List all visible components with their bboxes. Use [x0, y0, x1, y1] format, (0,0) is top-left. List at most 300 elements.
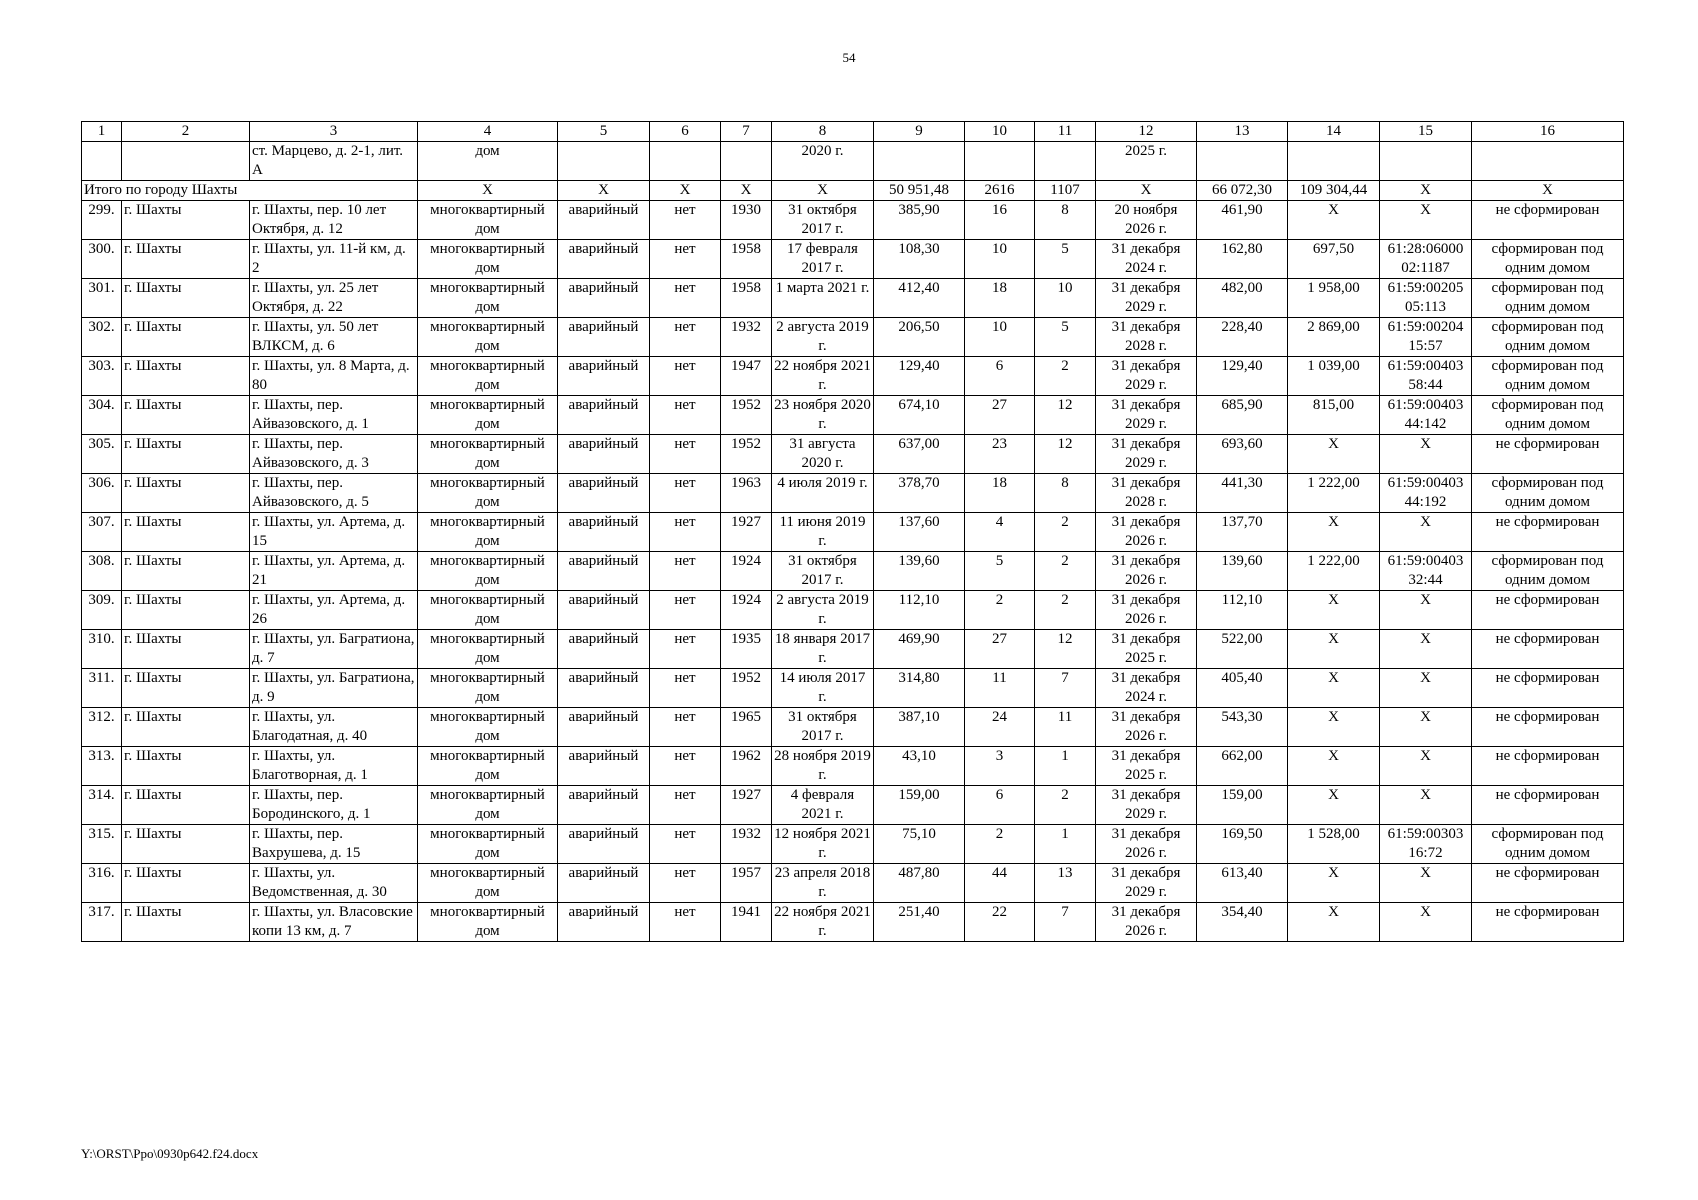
land-status-cell: сформирован под одним домом: [1472, 474, 1624, 513]
c14-cell: X: [1288, 591, 1380, 630]
table-row: [82, 747, 1624, 786]
cadastral-cell: 61:59:00403 44:192: [1380, 474, 1472, 513]
c13-cell: 139,60: [1197, 552, 1288, 591]
doc-date-cell: 1 марта 2021 г.: [772, 279, 874, 318]
c14-cell: X: [1288, 630, 1380, 669]
land-status-cell: сформирован под одним домом: [1472, 396, 1624, 435]
c14-cell: X: [1288, 903, 1380, 942]
residents-cell: 23: [965, 435, 1035, 474]
c13-cell: 662,00: [1197, 747, 1288, 786]
c13-cell: 354,40: [1197, 903, 1288, 942]
residents-cell: 2: [965, 591, 1035, 630]
c14-cell: X: [1288, 786, 1380, 825]
cell-empty: [1035, 142, 1096, 181]
address-cell: г. Шахты, ул. Власовские копи 13 км, д. 7: [250, 903, 418, 942]
year-cell: 1952: [721, 669, 772, 708]
residents-cell: 18: [965, 279, 1035, 318]
cell-empty: [1472, 142, 1624, 181]
year-cell: 1924: [721, 552, 772, 591]
doc-date-cell: 23 ноября 2020 г.: [772, 396, 874, 435]
plan-date-cell: 31 декабря 2026 г.: [1096, 825, 1197, 864]
city-cell: г. Шахты: [122, 513, 250, 552]
year-cell: 1958: [721, 279, 772, 318]
cell-empty: [650, 142, 721, 181]
doc-date-cell: 2 августа 2019 г.: [772, 318, 874, 357]
address-cell: г. Шахты, ул. 11-й км, д. 2: [250, 240, 418, 279]
header-cell: 12: [1096, 122, 1197, 142]
address-cell: г. Шахты, пер. 10 лет Октября, д. 12: [250, 201, 418, 240]
subtotal-cell: X: [772, 181, 874, 201]
residents-cell: 10: [965, 240, 1035, 279]
row-number-cell: 303.: [82, 357, 122, 396]
apartments-cell: 2: [1035, 786, 1096, 825]
address-cell: г. Шахты, ул. Артема, д. 26: [250, 591, 418, 630]
plan-date-cell: 31 декабря 2029 г.: [1096, 435, 1197, 474]
apartments-cell: 11: [1035, 708, 1096, 747]
c14-cell: X: [1288, 747, 1380, 786]
land-status-cell: сформирован под одним домом: [1472, 240, 1624, 279]
flag-cell: нет: [650, 591, 721, 630]
year-cell: 1952: [721, 396, 772, 435]
doc-date-cell: 23 апреля 2018 г.: [772, 864, 874, 903]
subtotal-cell: X: [418, 181, 558, 201]
city-cell: г. Шахты: [122, 708, 250, 747]
apartments-cell: 12: [1035, 435, 1096, 474]
area-cell: 129,40: [874, 357, 965, 396]
doc-date-cell: 31 октября 2017 г.: [772, 201, 874, 240]
type-cell: многоквартирный дом: [418, 708, 558, 747]
cell-empty: [721, 142, 772, 181]
city-cell: г. Шахты: [122, 279, 250, 318]
header-cell: 14: [1288, 122, 1380, 142]
status-cell: аварийный: [558, 864, 650, 903]
apartments-cell: 13: [1035, 864, 1096, 903]
area-cell: 314,80: [874, 669, 965, 708]
cadastral-cell: 61:28:06000 02:1187: [1380, 240, 1472, 279]
apartments-cell: 7: [1035, 669, 1096, 708]
status-cell: аварийный: [558, 591, 650, 630]
address-cell: г. Шахты, ул. Багратиона, д. 7: [250, 630, 418, 669]
cadastral-cell: 61:59:00403 32:44: [1380, 552, 1472, 591]
table-row: [82, 903, 1624, 942]
doc-date-cell: 11 июня 2019 г.: [772, 513, 874, 552]
area-cell: 412,40: [874, 279, 965, 318]
status-cell: аварийный: [558, 435, 650, 474]
c14-cell: 1 958,00: [1288, 279, 1380, 318]
year-cell: 1952: [721, 435, 772, 474]
subtotal-cell: X: [650, 181, 721, 201]
land-status-cell: сформирован под одним домом: [1472, 552, 1624, 591]
area-cell: 674,10: [874, 396, 965, 435]
cadastral-cell: 61:59:00403 58:44: [1380, 357, 1472, 396]
plan-date-cell: 2025 г.: [1096, 142, 1197, 181]
plan-date-cell: 31 декабря 2029 г.: [1096, 786, 1197, 825]
row-number-cell: 307.: [82, 513, 122, 552]
status-cell: аварийный: [558, 513, 650, 552]
row-number-cell: 314.: [82, 786, 122, 825]
flag-cell: нет: [650, 357, 721, 396]
row-number-cell: 300.: [82, 240, 122, 279]
year-cell: 1924: [721, 591, 772, 630]
plan-date-cell: 31 декабря 2028 г.: [1096, 318, 1197, 357]
c13-cell: 482,00: [1197, 279, 1288, 318]
row-number-cell: 316.: [82, 864, 122, 903]
plan-date-cell: 31 декабря 2029 г.: [1096, 864, 1197, 903]
cell-empty: [1197, 142, 1288, 181]
address-cell: г. Шахты, пер. Айвазовского, д. 5: [250, 474, 418, 513]
land-status-cell: не сформирован: [1472, 630, 1624, 669]
c14-cell: X: [1288, 435, 1380, 474]
header-row: [82, 122, 1624, 142]
c13-cell: 461,90: [1197, 201, 1288, 240]
type-cell: многоквартирный дом: [418, 279, 558, 318]
subtotal-cell: 109 304,44: [1288, 181, 1380, 201]
status-cell: аварийный: [558, 786, 650, 825]
table-row: [82, 552, 1624, 591]
address-cell: г. Шахты, ул. Ведомственная, д. 30: [250, 864, 418, 903]
flag-cell: нет: [650, 825, 721, 864]
row-number-cell: 302.: [82, 318, 122, 357]
subtotal-cell: X: [721, 181, 772, 201]
cell-empty: [82, 142, 122, 181]
type-cell: дом: [418, 142, 558, 181]
status-cell: аварийный: [558, 357, 650, 396]
flag-cell: нет: [650, 864, 721, 903]
address-cell: г. Шахты, пер. Айвазовского, д. 3: [250, 435, 418, 474]
residents-cell: 18: [965, 474, 1035, 513]
table-row: [82, 279, 1624, 318]
year-cell: 1958: [721, 240, 772, 279]
address-cell: г. Шахты, ул. Артема, д. 21: [250, 552, 418, 591]
type-cell: многоквартирный дом: [418, 786, 558, 825]
type-cell: многоквартирный дом: [418, 669, 558, 708]
cell-empty: [1380, 142, 1472, 181]
cell-empty: [874, 142, 965, 181]
doc-date-cell: 31 октября 2017 г.: [772, 552, 874, 591]
status-cell: аварийный: [558, 903, 650, 942]
header-cell: 15: [1380, 122, 1472, 142]
table-row: [82, 591, 1624, 630]
doc-date-cell: 31 октября 2017 г.: [772, 708, 874, 747]
type-cell: многоквартирный дом: [418, 825, 558, 864]
year-cell: 1935: [721, 630, 772, 669]
table-row: [82, 396, 1624, 435]
status-cell: аварийный: [558, 630, 650, 669]
city-cell: г. Шахты: [122, 435, 250, 474]
apartments-cell: 2: [1035, 513, 1096, 552]
table-row: [82, 318, 1624, 357]
plan-date-cell: 31 декабря 2029 г.: [1096, 396, 1197, 435]
land-status-cell: не сформирован: [1472, 708, 1624, 747]
area-cell: 108,30: [874, 240, 965, 279]
status-cell: аварийный: [558, 708, 650, 747]
address-cell: г. Шахты, ул. 8 Марта, д. 80: [250, 357, 418, 396]
row-number-cell: 313.: [82, 747, 122, 786]
status-cell: аварийный: [558, 747, 650, 786]
row-number-cell: 310.: [82, 630, 122, 669]
doc-date-cell: 2 августа 2019 г.: [772, 591, 874, 630]
header-cell: 1: [82, 122, 122, 142]
row-number-cell: 309.: [82, 591, 122, 630]
doc-date-cell: 18 января 2017 г.: [772, 630, 874, 669]
plan-date-cell: 31 декабря 2024 г.: [1096, 669, 1197, 708]
flag-cell: нет: [650, 747, 721, 786]
apartments-cell: 2: [1035, 591, 1096, 630]
table-row: [82, 825, 1624, 864]
cadastral-cell: X: [1380, 864, 1472, 903]
c14-cell: 1 039,00: [1288, 357, 1380, 396]
type-cell: многоквартирный дом: [418, 903, 558, 942]
cadastral-cell: 61:59:00403 44:142: [1380, 396, 1472, 435]
plan-date-cell: 31 декабря 2026 г.: [1096, 591, 1197, 630]
c13-cell: 543,30: [1197, 708, 1288, 747]
address-cell: г. Шахты, пер. Вахрушева, д. 15: [250, 825, 418, 864]
c14-cell: 1 222,00: [1288, 552, 1380, 591]
subtotal-residents: 2616: [965, 181, 1035, 201]
row-number-cell: 301.: [82, 279, 122, 318]
city-cell: г. Шахты: [122, 864, 250, 903]
plan-date-cell: 20 ноября 2026 г.: [1096, 201, 1197, 240]
doc-date-cell: 31 августа 2020 г.: [772, 435, 874, 474]
area-cell: 251,40: [874, 903, 965, 942]
flag-cell: нет: [650, 474, 721, 513]
plan-date-cell: 31 декабря 2026 г.: [1096, 513, 1197, 552]
plan-date-cell: 31 декабря 2025 г.: [1096, 630, 1197, 669]
type-cell: многоквартирный дом: [418, 747, 558, 786]
doc-date-cell: 22 ноября 2021 г.: [772, 357, 874, 396]
area-cell: 385,90: [874, 201, 965, 240]
header-cell: 10: [965, 122, 1035, 142]
c13-cell: 693,60: [1197, 435, 1288, 474]
header-cell: 6: [650, 122, 721, 142]
apartments-cell: 5: [1035, 318, 1096, 357]
area-cell: 637,00: [874, 435, 965, 474]
table-row: [82, 435, 1624, 474]
city-cell: г. Шахты: [122, 825, 250, 864]
area-cell: 206,50: [874, 318, 965, 357]
plan-date-cell: 31 декабря 2026 г.: [1096, 903, 1197, 942]
residents-cell: 44: [965, 864, 1035, 903]
year-cell: 1962: [721, 747, 772, 786]
residents-cell: 27: [965, 630, 1035, 669]
address-cell: г. Шахты, пер. Айвазовского, д. 1: [250, 396, 418, 435]
land-status-cell: сформирован под одним домом: [1472, 318, 1624, 357]
flag-cell: нет: [650, 552, 721, 591]
flag-cell: нет: [650, 318, 721, 357]
cadastral-cell: X: [1380, 747, 1472, 786]
plan-date-cell: 31 декабря 2024 г.: [1096, 240, 1197, 279]
doc-date-cell: 4 февраля 2021 г.: [772, 786, 874, 825]
table-row: [82, 474, 1624, 513]
year-cell: 1941: [721, 903, 772, 942]
cadastral-cell: 61:59:00204 15:57: [1380, 318, 1472, 357]
city-cell: г. Шахты: [122, 318, 250, 357]
header-cell: 16: [1472, 122, 1624, 142]
cadastral-cell: X: [1380, 903, 1472, 942]
area-cell: 378,70: [874, 474, 965, 513]
residents-cell: 24: [965, 708, 1035, 747]
residents-cell: 6: [965, 786, 1035, 825]
apartments-cell: 5: [1035, 240, 1096, 279]
flag-cell: нет: [650, 435, 721, 474]
type-cell: многоквартирный дом: [418, 513, 558, 552]
c13-cell: 228,40: [1197, 318, 1288, 357]
year-cell: 1932: [721, 825, 772, 864]
subtotal-apartments: 1107: [1035, 181, 1096, 201]
cadastral-cell: X: [1380, 435, 1472, 474]
apartments-cell: 8: [1035, 474, 1096, 513]
doc-date-cell: 17 февраля 2017 г.: [772, 240, 874, 279]
address-cell: г. Шахты, ул. Благодатная, д. 40: [250, 708, 418, 747]
residents-cell: 22: [965, 903, 1035, 942]
cadastral-cell: X: [1380, 786, 1472, 825]
year-cell: 1965: [721, 708, 772, 747]
address-cell: г. Шахты, ул. Благотворная, д. 1: [250, 747, 418, 786]
c13-cell: 159,00: [1197, 786, 1288, 825]
area-cell: 75,10: [874, 825, 965, 864]
header-cell: 9: [874, 122, 965, 142]
page-number: 54: [842, 50, 856, 65]
subtotal-area: 50 951,48: [874, 181, 965, 201]
address-cell: г. Шахты, пер. Бородинского, д. 1: [250, 786, 418, 825]
c14-cell: 1 222,00: [1288, 474, 1380, 513]
table-row: [82, 201, 1624, 240]
flag-cell: нет: [650, 903, 721, 942]
residents-cell: 27: [965, 396, 1035, 435]
c14-cell: X: [1288, 669, 1380, 708]
flag-cell: нет: [650, 630, 721, 669]
apartments-cell: 10: [1035, 279, 1096, 318]
type-cell: многоквартирный дом: [418, 201, 558, 240]
address-cell: г. Шахты, ул. Артема, д. 15: [250, 513, 418, 552]
plan-date-cell: 31 декабря 2026 г.: [1096, 552, 1197, 591]
doc-date-cell: 12 ноября 2021 г.: [772, 825, 874, 864]
c13-cell: 162,80: [1197, 240, 1288, 279]
city-cell: г. Шахты: [122, 747, 250, 786]
row-number-cell: 304.: [82, 396, 122, 435]
doc-date-cell: 4 июля 2019 г.: [772, 474, 874, 513]
subtotal-label: Итого по городу Шахты: [82, 181, 418, 201]
flag-cell: нет: [650, 786, 721, 825]
type-cell: многоквартирный дом: [418, 357, 558, 396]
plan-date-cell: 31 декабря 2029 г.: [1096, 279, 1197, 318]
type-cell: многоквартирный дом: [418, 318, 558, 357]
year-cell: 1963: [721, 474, 772, 513]
apartments-cell: 7: [1035, 903, 1096, 942]
c13-cell: 137,70: [1197, 513, 1288, 552]
row-number-cell: 305.: [82, 435, 122, 474]
status-cell: аварийный: [558, 825, 650, 864]
city-cell: г. Шахты: [122, 669, 250, 708]
residents-cell: 11: [965, 669, 1035, 708]
header-cell: 4: [418, 122, 558, 142]
type-cell: многоквартирный дом: [418, 435, 558, 474]
cell-empty: [1288, 142, 1380, 181]
status-cell: аварийный: [558, 474, 650, 513]
address-cell: г. Шахты, ул. 25 лет Октября, д. 22: [250, 279, 418, 318]
type-cell: многоквартирный дом: [418, 591, 558, 630]
cadastral-cell: 61:59:00205 05:113: [1380, 279, 1472, 318]
area-cell: 137,60: [874, 513, 965, 552]
header-cell: 13: [1197, 122, 1288, 142]
city-cell: г. Шахты: [122, 357, 250, 396]
apartments-cell: 12: [1035, 396, 1096, 435]
flag-cell: нет: [650, 708, 721, 747]
table-row: [82, 669, 1624, 708]
city-cell: г. Шахты: [122, 396, 250, 435]
cadastral-cell: X: [1380, 630, 1472, 669]
header-cell: 2: [122, 122, 250, 142]
land-status-cell: не сформирован: [1472, 786, 1624, 825]
type-cell: многоквартирный дом: [418, 630, 558, 669]
c13-cell: 112,10: [1197, 591, 1288, 630]
address-cell: г. Шахты, ул. Багратиона, д. 9: [250, 669, 418, 708]
type-cell: многоквартирный дом: [418, 240, 558, 279]
city-cell: г. Шахты: [122, 552, 250, 591]
type-cell: многоквартирный дом: [418, 396, 558, 435]
city-cell: г. Шахты: [122, 474, 250, 513]
cadastral-cell: X: [1380, 201, 1472, 240]
header-cell: 3: [250, 122, 418, 142]
doc-date-cell: 2020 г.: [772, 142, 874, 181]
flag-cell: нет: [650, 396, 721, 435]
land-status-cell: не сформирован: [1472, 747, 1624, 786]
land-status-cell: сформирован под одним домом: [1472, 279, 1624, 318]
cadastral-cell: 61:59:00303 16:72: [1380, 825, 1472, 864]
footer-file-path: Y:\ORST\Ppo\0930p642.f24.docx: [81, 1146, 259, 1161]
housing-registry-table: [81, 121, 1624, 942]
table-row: [82, 513, 1624, 552]
flag-cell: нет: [650, 513, 721, 552]
land-status-cell: не сформирован: [1472, 513, 1624, 552]
year-cell: 1947: [721, 357, 772, 396]
flag-cell: нет: [650, 669, 721, 708]
plan-date-cell: 31 декабря 2029 г.: [1096, 357, 1197, 396]
subtotal-cell: X: [558, 181, 650, 201]
city-cell: г. Шахты: [122, 903, 250, 942]
residents-cell: 2: [965, 825, 1035, 864]
subtotal-cell: X: [1096, 181, 1197, 201]
city-cell: г. Шахты: [122, 786, 250, 825]
cadastral-cell: X: [1380, 669, 1472, 708]
apartments-cell: 12: [1035, 630, 1096, 669]
row-number-cell: 306.: [82, 474, 122, 513]
c14-cell: X: [1288, 513, 1380, 552]
address-cell: ст. Марцево, д. 2-1, лит. А: [250, 142, 418, 181]
status-cell: аварийный: [558, 396, 650, 435]
land-status-cell: не сформирован: [1472, 435, 1624, 474]
area-cell: 159,00: [874, 786, 965, 825]
type-cell: многоквартирный дом: [418, 474, 558, 513]
flag-cell: нет: [650, 279, 721, 318]
cadastral-cell: X: [1380, 513, 1472, 552]
cadastral-cell: X: [1380, 591, 1472, 630]
apartments-cell: 1: [1035, 747, 1096, 786]
c14-cell: 1 528,00: [1288, 825, 1380, 864]
year-cell: 1932: [721, 318, 772, 357]
c13-cell: 441,30: [1197, 474, 1288, 513]
c14-cell: 2 869,00: [1288, 318, 1380, 357]
area-cell: 387,10: [874, 708, 965, 747]
area-cell: 139,60: [874, 552, 965, 591]
row-number-cell: 315.: [82, 825, 122, 864]
c13-cell: 613,40: [1197, 864, 1288, 903]
c13-cell: 522,00: [1197, 630, 1288, 669]
land-status-cell: не сформирован: [1472, 669, 1624, 708]
plan-date-cell: 31 декабря 2025 г.: [1096, 747, 1197, 786]
year-cell: 1930: [721, 201, 772, 240]
year-cell: 1927: [721, 786, 772, 825]
